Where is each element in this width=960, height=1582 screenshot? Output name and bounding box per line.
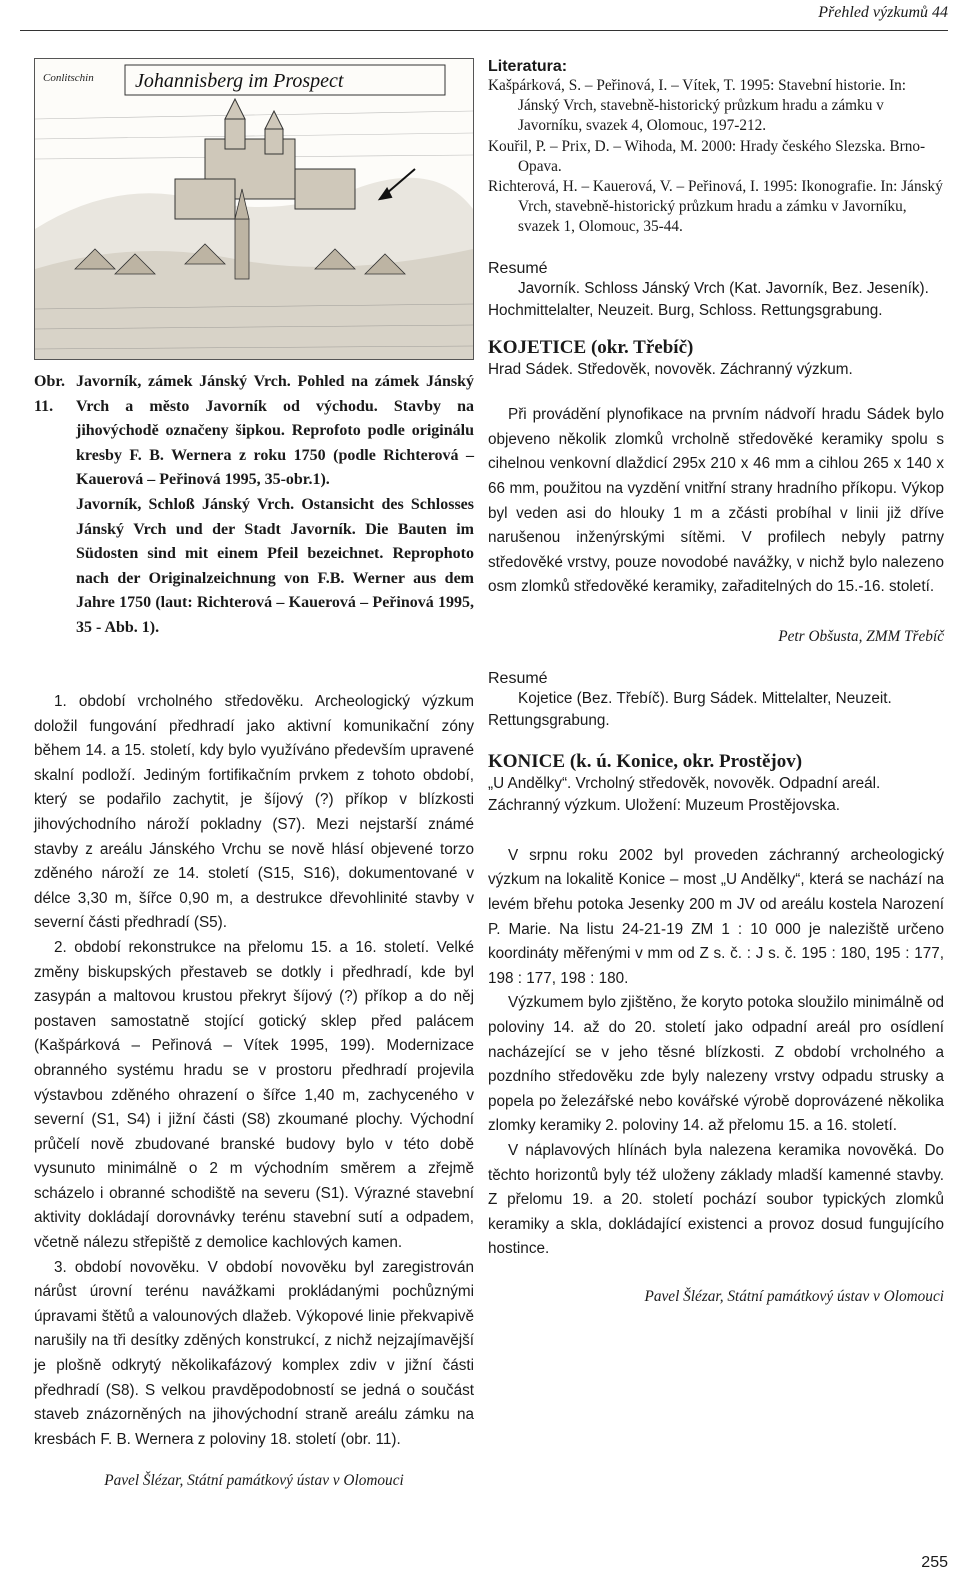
kojetice-paragraph: Při provádění plynofikace na prvním nádvoří hradu Sádek bylo objeveno několik zlomků vrcholně středověké keramiky spolu s cihelnou venkovní dlaždicí 295x 210 x 46 mm a cihlou 265 x 140 x 66 mm, použitou na vyzdění vnitřní strany hradního příkopu. Výkop byl veden asi do hlouky 1 m a zčásti probíhal v linii již dříve narušenou inženýrskými sítěmi. V profilech nebyly patrny středověké vrstvy, pouze novodobé navážky, v nichž bylo nalezeno osm zlomků středověké keramiky, zařaditelných do 15.-16. století. [488, 406, 944, 596]
literature-item: Richterová, H. – Kauerová, V. – Peřinová, I. 1995: Ikonografie. In: Jánský Vrch, stavebně-historický průzkum hradu a zámku v Javorníku, svazek 1, Olomouc, 35-44. [488, 178, 943, 236]
resume-text: Javorník. Schloss Jánský Vrch (Kat. Javorník, Bez. Jeseník). Hochmittelalter, Neuzeit. Burg, Schloss. Rettungsgrabung. [488, 279, 929, 320]
signature-obsusta: Petr Obšusta, ZMM Třebíč [778, 627, 944, 645]
konice-heading: KONICE (k. ú. Konice, okr. Prostějov) [488, 750, 803, 772]
literature-item: Kašpárková, S. – Peřinová, I. – Vítek, T. 1995: Stavební historie. In: Jánský Vrch, stavebně-historický průzkum hradu a zámku v Javorníku, svazek 4, Olomouc, 197-212. [488, 77, 907, 135]
engraving-figure [34, 58, 474, 360]
paragraph-period-2: 2. období rekonstrukce na přelomu 15. a 16. století. Velké změny biskupských přestaveb se dotkly i předhradí, kde byl zasypán a maltovou krustou překryt šíjový (?) příkop a do něj postaven samostatně stojící gotický sklep před palácem (Kašpárková – Peřinová – Vítek 1995, 199). Modernizace obranného systému hradu se v prostoru předhradí projevila výstavbou zděného ohrazení o šířce 1,40 m, zachyceného v severní (S1, S4) i jižní části (S8) zkoumané plochy. Východní průčelí nově zbudované branské budovy bylo v této době vysunuto minimálně o 2 m východním směrem a zřejmě scházelo i obranné schodiště na severu (S1). Výrazné stavební aktivity dokládají dorovnávky terénu stavební sutí a odpadem, včetně nálezu střepiště z demolice kachlových kamen. [34, 938, 474, 1252]
signature-slezar-left: Pavel Šlézar, Státní památkový ústav v Olomouci [104, 1472, 404, 1490]
resume-text: Kojetice (Bez. Třebíč). Burg Sádek. Mittelalter, Neuzeit. Rettungsgrabung. [488, 689, 892, 730]
konice-paragraph: V srpnu roku 2002 byl proveden záchranný archeologický výzkum na lokalitě Konice – most „U Andělky“, která se nachází na levém břehu potoka Jesenky 200 m JV od areálu kostela Narození P. Marie. Na listu 24-21-19 ZM 1 : 10 000 je naleziště určeno koordináty měřenými v mm od Z s. č. : J s. č. 195 : 180, 195 : 177, 198 : 177, 198 : 180. [488, 846, 944, 987]
header-rule [20, 30, 948, 31]
konice-paragraph: V náplavových hlínách byla nalezena keramika novověká. Do těchto horizontů byly též uloženy základy mladší kamenné stavby. Z přelomu 19. a 20. století pochází soubor typických zlomků keramiky a skla, dokládající existenci a provoz dosud fungujícího hostince. [488, 1142, 944, 1258]
paragraph-period-3: 3. období novověku. V období novověku byl zaregistrován nárůst úrovní terénu navážkami prokládanými pochůznými úpravami štětů a valounových dlažeb. Výkopové linie překvapivě narušily na tři desítky zděných konstrukcí, z nichž nejzajímavější je plošně odkrytý několikafázový komplex zdiv v jižní části předhradí (S8). S velkou pravděpodobností se jedná o součást staveb znázorněných na jihovýchodní straně areálu zámku na kresbách F. B. Wernera z poloviny 18. století (obr. 11). [34, 1258, 474, 1448]
kojetice-subtitle: Hrad Sádek. Středověk, novověk. Záchranný výzkum. [488, 360, 853, 378]
resume-heading: Resumé [488, 259, 548, 277]
konice-subtitle: „U Andělky“. Vrcholný středověk, novověk. Odpadní areál. Záchranný výzkum. Uložení: Muzeum Prostějovska. [488, 774, 881, 815]
page-number: 255 [921, 1554, 948, 1571]
figure-caption [34, 370, 474, 641]
caption-czech: Javorník, zámek Jánský Vrch. Pohled na zámek Jánský Vrch a město Javorník od východu. Stavby na jihovýchodě označeny šipkou. Reprofoto podle originálu kresby F. B. Wernera z roku 1750 (podle Richterová – Kauerová – Peřinová 1995, 35-obr.1). [76, 373, 474, 489]
kojetice-heading: KOJETICE (okr. Třebíč) [488, 336, 694, 358]
caption-german: Javorník, Schloß Jánský Vrch. Ostansicht des Schlosses Jánský Vrch und der Stadt Javorník. Die Bauten im Südosten sind mit einem Pfeil bezeichnet. Reprophoto nach der Originalzeichnung von F.B. Werner aus dem Jahre 1750 (laut: Richterová – Kauerová – Peřinová 1995, 35 - Abb. 1). [76, 495, 474, 636]
resume-heading: Resumé [488, 669, 548, 687]
inscription-title: Johannisberg im Prospect [135, 70, 344, 92]
signature-slezar-right: Pavel Šlézar, Státní památkový ústav v Olomouci [644, 1287, 944, 1305]
left-column [34, 690, 474, 1490]
literature-item: Kouřil, P. – Prix, D. – Wihoda, M. 2000: Hrady českého Slezska. Brno-Opava. [488, 137, 926, 175]
running-header: Přehled výzkumů 44 [818, 4, 948, 21]
right-column [488, 58, 944, 1306]
caption-number: Obr. 11. [34, 373, 65, 415]
engraving-drawing [35, 59, 473, 359]
inscription-left: Conlitschin [43, 72, 94, 84]
paragraph-period-1: 1. období vrcholného středověku. Archeologický výzkum doložil fungování předhradí jako aktivní komunikační zóny během 14. a 15. století, kdy bylo využíváno především upravené skalní podloží. Jediným fortifikačním prvkem z tohoto období, který se podařilo zachytit, je šíjový (?) příkop v blízkosti jihovýchodního nároží pokladny (S7). Mezi nejstarší známé stavby z areálu Jánského Vrchu se nově hlásí objevené torzo zděného nároží ze 14. století (S15, S16), dokumentované v délce 3,30 m, šířce 0,90 m, a destrukce dřevohlinité stavby v severní části předhradí (S5). [34, 693, 474, 932]
konice-paragraph: Výzkumem bylo zjištěno, že koryto potoka sloužilo minimálně od poloviny 14. až do 20. století jako odpadní areál pro osídlení nacházející se v jeho těsné blízkosti. Z období vrcholného a pozdního středověku zde byly nalezeny vrstvy odpadu strusky a popela po železářské nebo kovářské výrobě doprovázené několika zlomky keramiky 2. poloviny 14. až přelomu 15. a 16. století. [488, 994, 944, 1135]
literature-heading: Literatura: [488, 58, 568, 75]
